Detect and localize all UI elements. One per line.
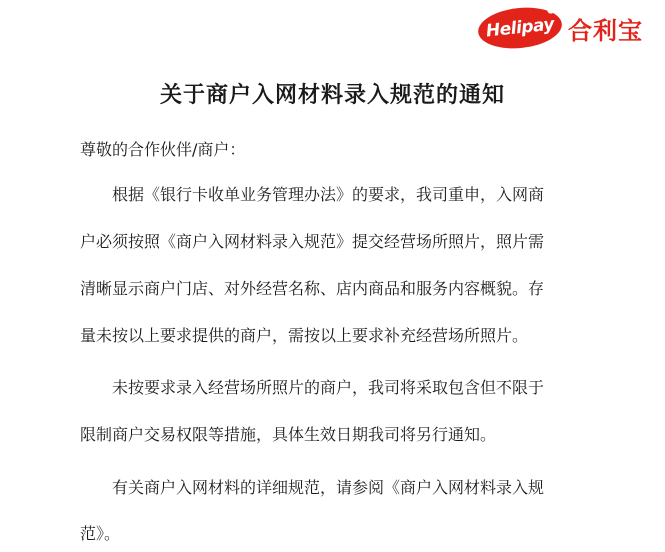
paragraph-3-line-1: 有关商户入网材料的详细规范，请参阅《商户入网材料录入规: [112, 478, 545, 497]
helipay-logo-latin: Helipay: [485, 14, 555, 42]
paragraph-1-line-3: 清晰显示商户门店、对外经营名称、店内商品和服务内容概貌。存: [80, 279, 545, 298]
notice-title: 关于商户入网材料录入规范的通知: [159, 83, 505, 108]
paragraph-2-line-2: 限制商户交易权限等措施，具体生效日期我司将另行通知。: [80, 425, 497, 444]
helipay-logo-oval: [476, 4, 564, 53]
salutation: 尊敬的合作伙伴/商户：: [80, 140, 246, 159]
helipay-logo: [478, 8, 643, 48]
logo-dot-icon: [547, 6, 555, 14]
helipay-logo-chinese: 合利宝: [568, 16, 643, 45]
paragraph-1-line-2: 户必须按照《商户入网材料录入规范》提交经营场所照片，照片需: [80, 232, 545, 251]
paragraph-1-line-4: 量未按以上要求提供的商户，需按以上要求补充经营场所照片。: [80, 326, 529, 345]
paragraph-2-line-1: 未按要求录入经营场所照片的商户，我司将采取包含但不限于: [112, 378, 545, 397]
paragraph-1-line-1: 根据《银行卡收单业务管理办法》的要求，我司重申，入网商: [112, 185, 545, 204]
paragraph-3-line-2: 范》。: [80, 524, 121, 543]
